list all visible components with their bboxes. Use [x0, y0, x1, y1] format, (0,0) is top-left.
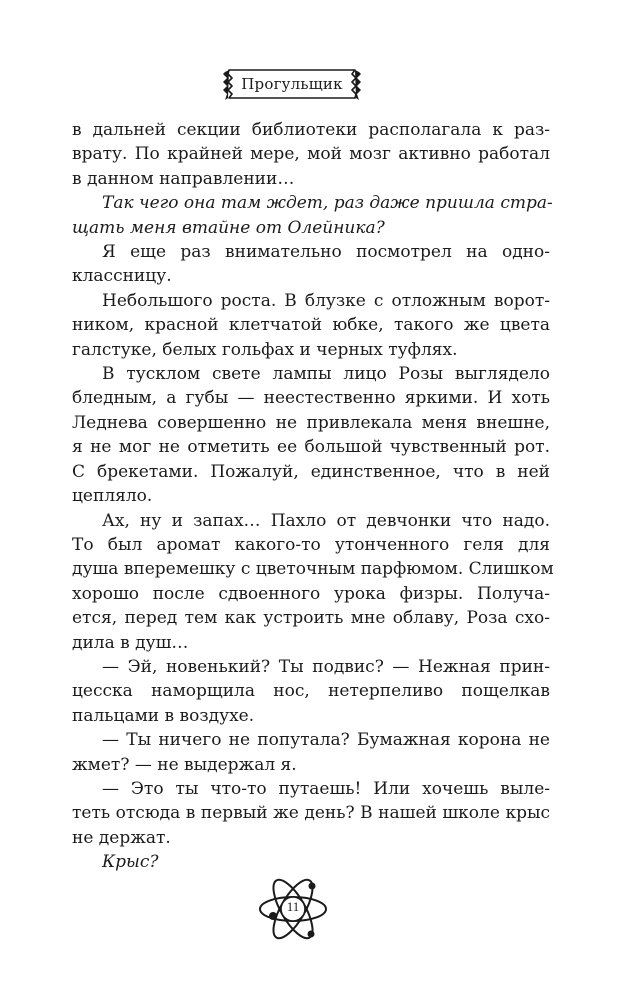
text-line: В тусклом свете лампы лицо Розы выглядело — [102, 364, 550, 385]
page-footer — [256, 872, 330, 946]
text-line: в дальней секции библиотеки располагала к раз- — [72, 120, 550, 140]
text-line: хорошо после сдвоенного урока физры. Получа- — [72, 583, 550, 604]
page-number: 11 — [286, 899, 300, 914]
text-line: С брекетами. Пожалуй, единственное, что в ней — [72, 461, 550, 482]
header-title: Прогульщик — [241, 75, 343, 93]
text-line: — Ты ничего не попутала? Бумажная корона не — [102, 730, 550, 751]
text-line: Я еще раз внимательно посмотрел на одно- — [102, 242, 550, 263]
text-line: дила в душ… — [72, 632, 189, 653]
text-line: я не мог не отметить ее большой чувственный рот. — [72, 437, 550, 458]
text-line: цепляло. — [72, 486, 153, 507]
text-line: Ах, ну и запах… Пахло от девчонки что надо. — [102, 510, 550, 531]
page-text — [72, 118, 554, 875]
text-line: пальцами в воздухе. — [72, 705, 255, 726]
text-line: Крыс? — [102, 852, 159, 873]
text-line: Леднева совершенно не привлекала меня внешне, — [72, 412, 550, 433]
text-line: в данном направлении… — [72, 168, 295, 189]
text-line: бледным, а губы — неестественно яркими. И хоть — [72, 388, 550, 409]
text-line: не держат. — [72, 827, 171, 848]
text-line: душа вперемешку с цветочным парфюмом. Слишком — [72, 559, 554, 580]
text-line: врату. По крайней мере, мой мозг активно работал — [72, 144, 550, 165]
text-line: Небольшого роста. В блузке с отложным ворот- — [102, 290, 550, 311]
text-line: То был аромат какого-то утонченного геля для — [72, 534, 550, 555]
text-line: — Это ты что-то путаешь! Или хочешь выле- — [102, 778, 550, 799]
running-header — [219, 66, 365, 102]
text-line: классницу. — [72, 266, 172, 287]
text-line: ником, красной клетчатой юбке, такого же цвета — [72, 315, 550, 336]
text-line: цесска наморщила нос, нетерпеливо пощелкав — [72, 681, 550, 702]
text-line: Так чего она там ждет, раз даже пришла стра- — [102, 193, 553, 214]
text-line: ется, перед тем как устроить мне облаву, Роза схо- — [72, 608, 550, 629]
text-line: — Эй, новенький? Ты подвис? — Нежная прин- — [102, 656, 550, 677]
text-line: жмет? — не выдержал я. — [72, 754, 297, 775]
text-line: теть отсюда в первый же день? В нашей школе крыс — [72, 803, 550, 824]
text-line: щать меня втайне от Олейника? — [72, 217, 385, 238]
text-line: галстуке, белых гольфах и черных туфлях. — [72, 339, 458, 360]
